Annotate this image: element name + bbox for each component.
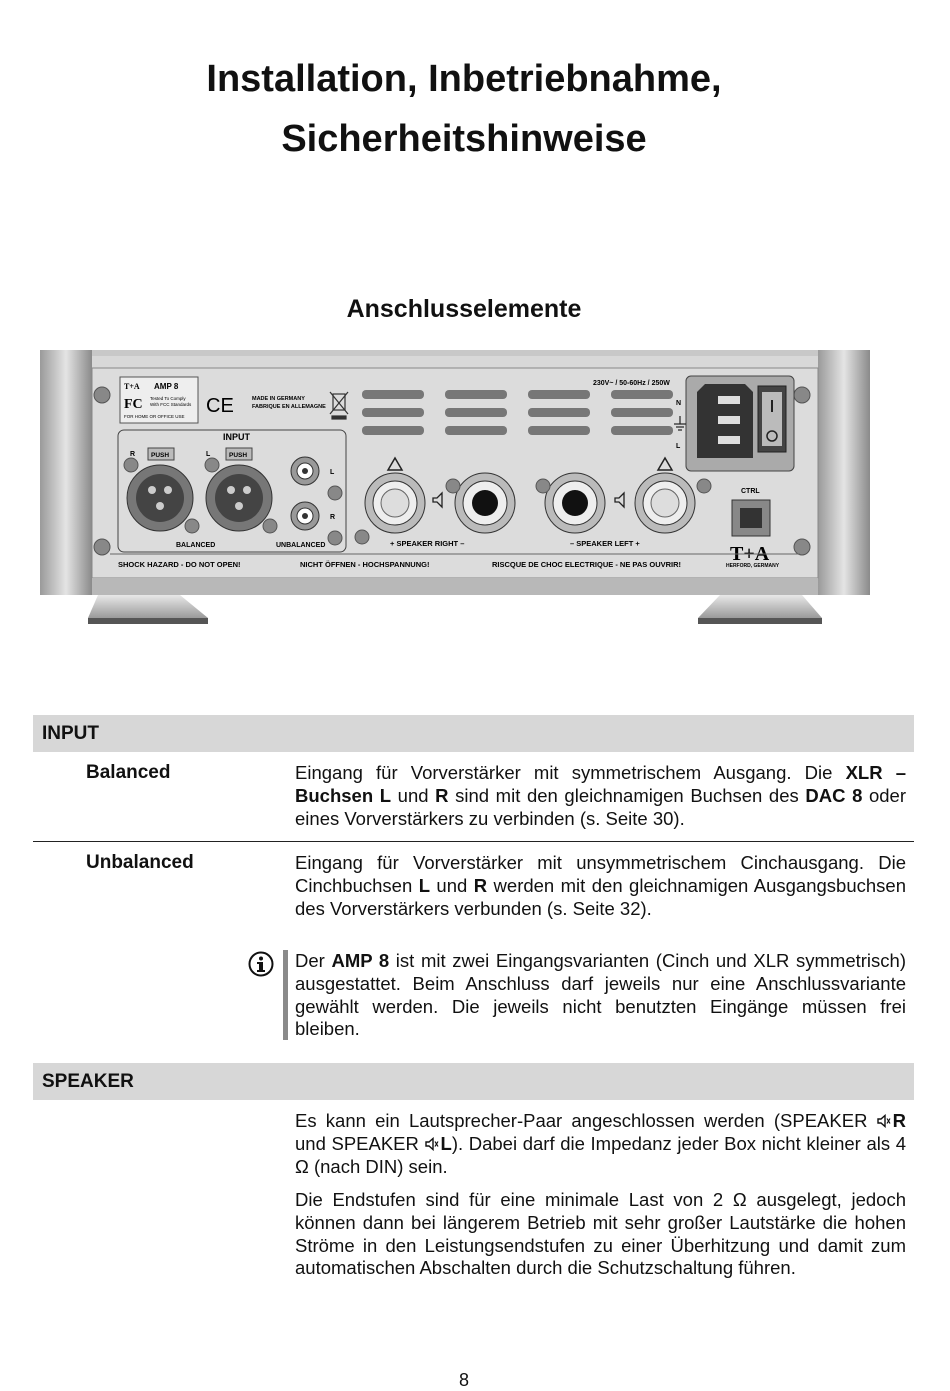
speaker-left-minus-terminal xyxy=(545,473,605,533)
rca-r-label: R xyxy=(330,514,336,521)
rca-right-jack xyxy=(291,502,319,530)
text-run: und SPEAKER xyxy=(295,1132,425,1154)
text-run: ist mit zwei Eingangsvarianten (Cinch und XLR symmetrisch) ausgestattet. Beim Anschluss darf jeweils nur eine Anschlussvariante gewählt werden. Die jeweils nicht benutzten Eingänge müssen frei bleiben. xyxy=(295,950,906,1040)
amp-rear-panel-illustration xyxy=(40,350,870,630)
text-run-bold: L xyxy=(418,874,430,896)
speaker-right-minus-terminal xyxy=(455,473,515,533)
warning-english: SHOCK HAZARD - DO NOT OPEN! xyxy=(118,560,241,569)
fcc-logo: FC xyxy=(124,397,143,412)
page-title-line-2: Sicherheitshinweise xyxy=(281,118,647,160)
made-in-1: MADE IN GERMANY xyxy=(252,396,305,402)
rca-l-label: L xyxy=(330,469,335,476)
section-header-speaker: SPEAKER xyxy=(33,1063,914,1100)
fcc-text-2: With FCC Standards xyxy=(150,402,192,407)
text-run: werden mit den gleichnamigen Ausgangsbuchsen des Vorverstärkers verbunden (s. Seite 32). xyxy=(295,874,906,919)
text-run: sind mit den gleichnamigen Buchsen des xyxy=(448,784,806,806)
warning-german: NICHT ÖFFNEN - HOCHSPANNUNG! xyxy=(300,560,430,569)
speaker-left-label: – SPEAKER LEFT + xyxy=(570,539,640,548)
power-switch xyxy=(758,386,786,452)
made-in-2: FABRIQUE EN ALLEMAGNE xyxy=(252,404,326,410)
text-run: oder eines Vorverstärkers zu verbinden (s. Seite 30). xyxy=(295,784,906,829)
text-run: Der xyxy=(295,950,332,971)
text-run-bold: AMP 8 xyxy=(331,950,390,971)
page-title-line-1: Installation, Inbetriebnahme, xyxy=(206,58,722,100)
speaker-right-plus-terminal xyxy=(365,473,425,533)
power-inlet xyxy=(697,384,753,458)
speaker-icon xyxy=(425,1137,439,1151)
section-header-input: INPUT xyxy=(33,715,914,752)
text-run-bold: DAC 8 xyxy=(805,784,863,806)
balanced-label-heading: Balanced xyxy=(86,762,171,783)
text-run: Eingang für Vorverstärker mit unsymmetrischem Cinchausgang. Die Cinchbuchsen xyxy=(295,852,906,896)
text-run: ). Dabei darf die Impedanz jeder Box nicht kleiner als 4 Ω (nach DIN) sein. xyxy=(295,1132,907,1177)
ctrl-label: CTRL xyxy=(741,488,760,495)
input-note xyxy=(295,950,906,1041)
speaker-left-plus-terminal xyxy=(635,473,695,533)
speaker-right-label: + SPEAKER RIGHT – xyxy=(390,539,465,548)
balanced-label: BALANCED xyxy=(176,542,216,549)
text-run-bold: R xyxy=(892,1110,906,1131)
text-run-bold: XLR – Buchsen L xyxy=(295,762,906,806)
ce-mark: CE xyxy=(206,395,234,417)
push-label-l: PUSH xyxy=(229,452,248,459)
xlr-l-label: L xyxy=(206,451,211,458)
input-panel-label: INPUT xyxy=(223,432,250,442)
ctrl-rj45-jack xyxy=(732,500,770,536)
divider xyxy=(33,841,914,842)
model-label: AMP 8 xyxy=(154,382,179,391)
speaker-icon xyxy=(877,1114,891,1128)
push-label-r: PUSH xyxy=(151,452,170,459)
unbalanced-label: UNBALANCED xyxy=(276,542,326,549)
info-icon xyxy=(248,951,274,977)
brand-label: T+A xyxy=(124,382,140,391)
note-rule xyxy=(283,950,288,1040)
power-rating-label: 230V~ / 50-60Hz / 250W xyxy=(593,380,670,387)
text-run: Es kann ein Lautsprecher-Paar angeschlossen werden (SPEAKER xyxy=(295,1110,877,1131)
rca-left-jack xyxy=(291,457,319,485)
text-run-bold: R xyxy=(435,784,449,806)
text-run: und xyxy=(391,784,436,806)
speaker-description-2: Die Endstufen sind für eine minimale Last von 2 Ω ausgelegt, jedoch können dann bei längerem Betrieb mit sehr großer Lautstärke die hohen Ströme in den Leistungsendstufen zu einer Überhitzung und damit zum automatischen Abschalten durch die Schutzschaltung führen. xyxy=(295,1189,906,1279)
text-run: und xyxy=(430,874,474,896)
text-run-bold: R xyxy=(473,874,488,896)
unbalanced-label-heading: Unbalanced xyxy=(86,852,194,873)
brand-logo: T+A xyxy=(730,543,770,565)
fcc-text-3: FOR HOME OR OFFICE USE xyxy=(124,414,185,419)
iec-l-label: L xyxy=(676,443,681,450)
fcc-text-1: Tested To Comply xyxy=(150,396,186,401)
balanced-description xyxy=(295,762,906,830)
speaker-description-1 xyxy=(295,1110,906,1178)
iec-n-label: N xyxy=(676,400,682,407)
text-run: Eingang für Vorverstärker mit symmetrischem Ausgang. Die xyxy=(295,762,846,783)
text-run-bold: L xyxy=(440,1132,452,1154)
section-subtitle: Anschlusselemente xyxy=(346,295,582,323)
unbalanced-description xyxy=(295,852,906,920)
page-number: 8 xyxy=(458,1370,469,1390)
xlr-r-label: R xyxy=(130,451,136,458)
warning-french: RISCQUE DE CHOC ELECTRIQUE - NE PAS OUVRIR! xyxy=(492,560,682,569)
brand-city: HERFORD, GERMANY xyxy=(726,563,780,569)
